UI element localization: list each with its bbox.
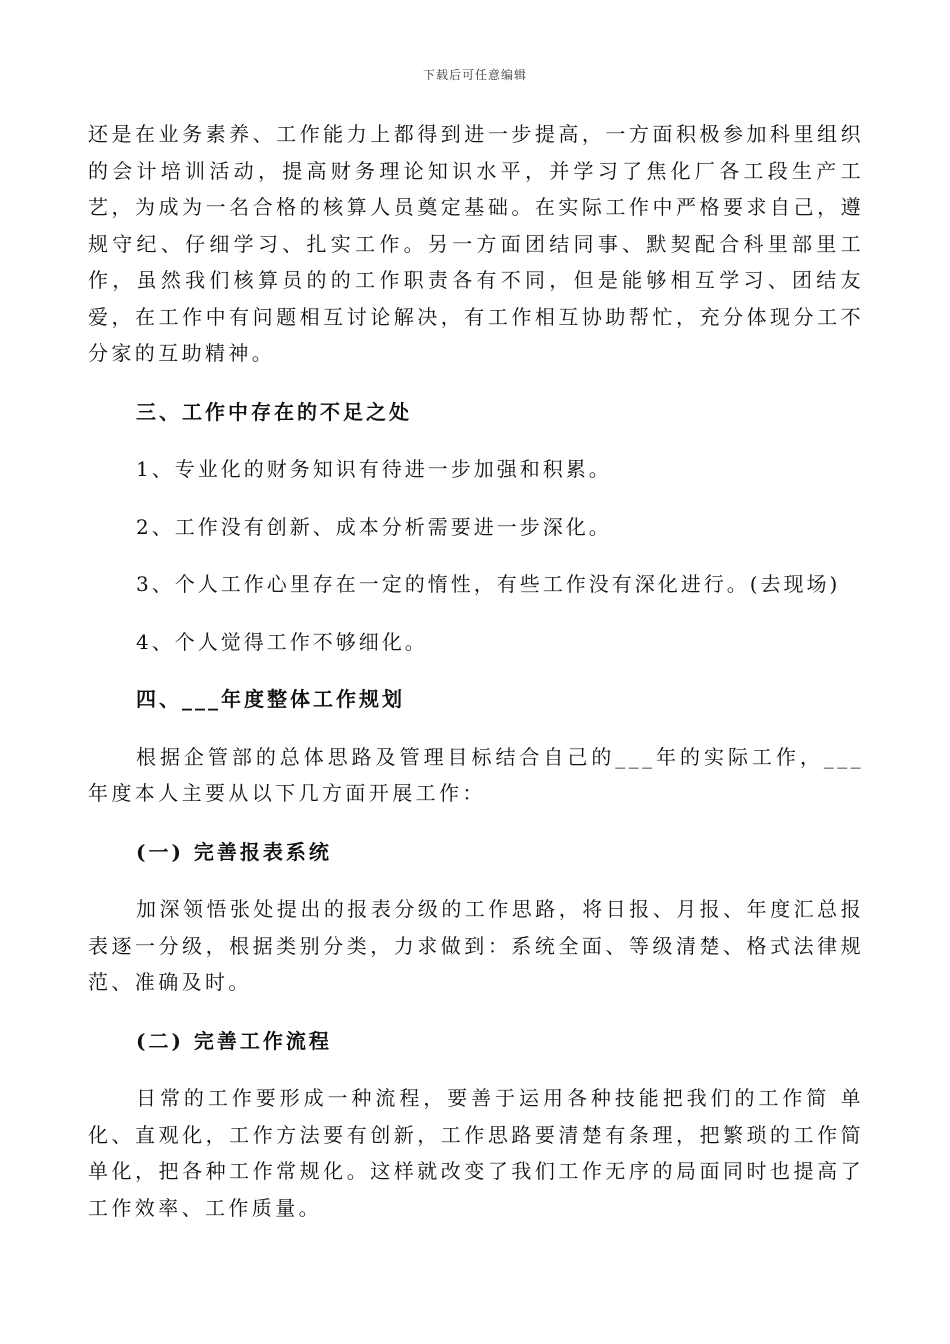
subsection-heading-1: (一) 完善报表系统 <box>136 839 332 864</box>
section-heading-4: 四、___年度整体工作规划 <box>136 687 405 711</box>
paragraph-work-process: 日常的工作要形成一种流程，要善于运用各种技能把我们的工作简 单化、直观化，工作方法要有创新，工作思路要清楚有条理，把繁琐的工作简单化，把各种工作常规化。这样就改变了我们工作无序的局面同时也提高了工作效率、工作质量。 <box>88 1086 864 1220</box>
subsection-heading-2: (二) 完善工作流程 <box>136 1028 332 1053</box>
list-item-4: 4、个人觉得工作不够细化。 <box>136 629 428 654</box>
paragraph-plan-intro: 根据企管部的总体思路及管理目标结合自己的___年的实际工作，___年度本人主要从以下几方面开展工作： <box>88 744 864 805</box>
section-heading-3: 三、工作中存在的不足之处 <box>136 399 412 424</box>
page-header-note: 下载后可任意编辑 <box>422 68 527 82</box>
list-item-1: 1、专业化的财务知识有待进一步加强和积累。 <box>136 457 612 481</box>
list-item-2: 2、工作没有创新、成本分析需要进一步深化。 <box>136 514 612 539</box>
paragraph-continuation: 还是在业务素养、工作能力上都得到进一步提高，一方面积极参加科里组织的会计培训活动，提高财务理论知识水平，并学习了焦化厂各工段生产工艺，为成为一名合格的核算人员奠定基础。在实际工作中严格要求自己，遵规守纪、仔细学习、扎实工作。另一方面团结同事、默契配合科里部里工作，虽然我们核算员的的工作职责各有不同，但是能够相互学习、团结友爱，在工作中有问题相互讨论解决，有工作相互协助帮忙，充分体现分工不分家的互助精神。 <box>88 122 864 365</box>
list-item-3: 3、个人工作心里存在一定的惰性，有些工作没有深化进行。(去现场) <box>136 572 841 596</box>
document-body <box>88 116 864 1226</box>
paragraph-report-system: 加深领悟张处提出的报表分级的工作思路，将日报、月报、年度汇总报表逐一分级，根据类别分类，力求做到：系统全面、等级清楚、格式法律规范、准确及时。 <box>88 897 864 994</box>
